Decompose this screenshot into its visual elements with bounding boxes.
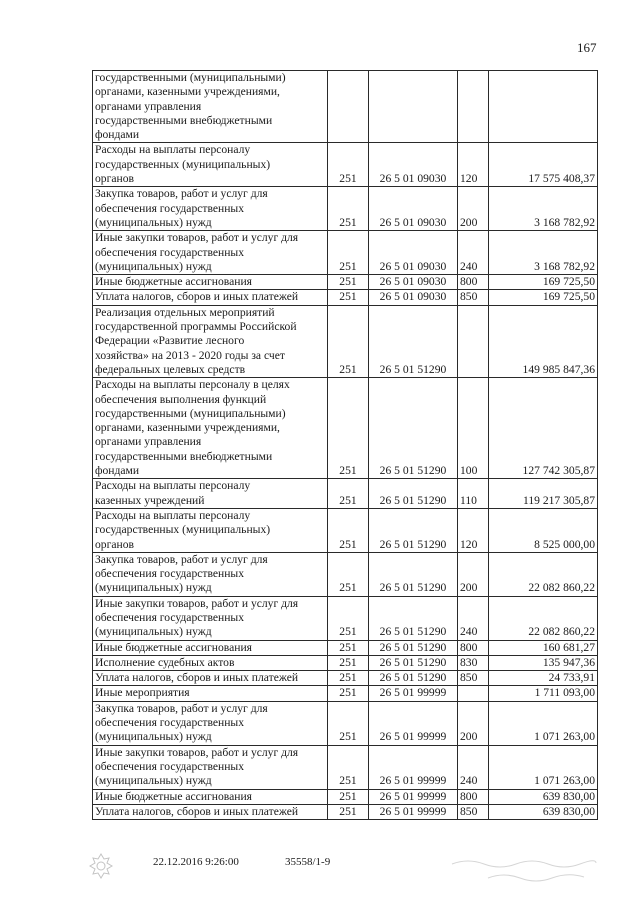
row-name: Расходы на выплаты персоналу государственных (муниципальных) органов	[93, 143, 328, 187]
row-name: Закупка товаров, работ и услуг для обеспечения государственных (муниципальных) нужд	[93, 701, 328, 745]
row-name: Исполнение судебных актов	[93, 655, 328, 670]
row-code: 251	[328, 655, 369, 670]
row-target: 26 5 01 51290	[369, 671, 458, 686]
row-amount: 149 985 847,36	[489, 305, 598, 377]
table-row	[93, 290, 598, 305]
row-amount: 22 082 860,22	[489, 552, 598, 596]
row-name: Расходы на выплаты персоналу в целях обеспечения выполнения функций государственными (муниципальными) органами, казенными учреждениями, органами управления государственными внебюджетными фондами	[93, 378, 328, 479]
table-row	[93, 378, 598, 479]
row-type: 240	[458, 596, 489, 640]
row-name: Иные бюджетные ассигнования	[93, 789, 328, 804]
footer-date: 22.12.2016 9:26:00	[153, 856, 239, 868]
row-amount: 1 071 263,00	[489, 745, 598, 789]
row-amount: 169 725,50	[489, 290, 598, 305]
row-name: Иные закупки товаров, работ и услуг для обеспечения государственных (муниципальных) нужд	[93, 231, 328, 275]
row-type	[458, 71, 489, 143]
row-type	[458, 305, 489, 377]
row-code: 251	[328, 671, 369, 686]
row-target	[369, 71, 458, 143]
row-type: 850	[458, 671, 489, 686]
table-row	[93, 305, 598, 377]
row-code: 251	[328, 187, 369, 231]
row-name: Иные мероприятия	[93, 686, 328, 701]
row-name: Реализация отдельных мероприятий государственной программы Российской Федерации «Развитие лесного хозяйства» на 2013 - 2020 годы за счет федеральных целевых средств	[93, 305, 328, 377]
row-amount: 3 168 782,92	[489, 187, 598, 231]
table-row	[93, 686, 598, 701]
row-type: 200	[458, 552, 489, 596]
table-row	[93, 640, 598, 655]
row-type: 800	[458, 275, 489, 290]
row-code: 251	[328, 508, 369, 552]
budget-table	[92, 70, 598, 820]
row-name: Расходы на выплаты персоналу государственных (муниципальных) органов	[93, 508, 328, 552]
table-row	[93, 596, 598, 640]
row-target: 26 5 01 51290	[369, 479, 458, 509]
row-type: 850	[458, 804, 489, 819]
row-amount	[489, 71, 598, 143]
table-row	[93, 187, 598, 231]
row-name: Закупка товаров, работ и услуг для обеспечения государственных (муниципальных) нужд	[93, 552, 328, 596]
row-type: 850	[458, 290, 489, 305]
row-target: 26 5 01 99999	[369, 686, 458, 701]
row-amount: 160 681,27	[489, 640, 598, 655]
row-type: 830	[458, 655, 489, 670]
row-name: государственными (муниципальными) органами, казенными учреждениями, органами управления государственными внебюджетными фондами	[93, 71, 328, 143]
row-amount: 17 575 408,37	[489, 143, 598, 187]
table-row	[93, 789, 598, 804]
row-name: Иные бюджетные ассигнования	[93, 640, 328, 655]
table-row	[93, 745, 598, 789]
page-footer	[0, 856, 640, 896]
row-amount: 135 947,36	[489, 655, 598, 670]
row-target: 26 5 01 99999	[369, 804, 458, 819]
row-name: Уплата налогов, сборов и иных платежей	[93, 671, 328, 686]
row-type: 800	[458, 640, 489, 655]
row-amount: 169 725,50	[489, 275, 598, 290]
row-name: Расходы на выплаты персоналу казенных учреждений	[93, 479, 328, 509]
row-name: Уплата налогов, сборов и иных платежей	[93, 290, 328, 305]
row-name: Иные бюджетные ассигнования	[93, 275, 328, 290]
row-code: 251	[328, 378, 369, 479]
emblem-stamp-icon	[88, 852, 114, 880]
row-code: 251	[328, 596, 369, 640]
row-target: 26 5 01 51290	[369, 378, 458, 479]
row-name: Иные закупки товаров, работ и услуг для обеспечения государственных (муниципальных) нужд	[93, 745, 328, 789]
row-amount: 8 525 000,00	[489, 508, 598, 552]
table-row	[93, 671, 598, 686]
row-target: 26 5 01 51290	[369, 508, 458, 552]
row-type: 120	[458, 508, 489, 552]
row-type: 800	[458, 789, 489, 804]
row-type	[458, 686, 489, 701]
row-target: 26 5 01 51290	[369, 655, 458, 670]
row-amount: 22 082 860,22	[489, 596, 598, 640]
row-code	[328, 71, 369, 143]
table-row	[93, 508, 598, 552]
row-target: 26 5 01 09030	[369, 187, 458, 231]
table-row	[93, 804, 598, 819]
table-row	[93, 552, 598, 596]
row-target: 26 5 01 51290	[369, 640, 458, 655]
table-row	[93, 655, 598, 670]
row-type: 240	[458, 231, 489, 275]
row-name: Закупка товаров, работ и услуг для обеспечения государственных (муниципальных) нужд	[93, 187, 328, 231]
row-type: 240	[458, 745, 489, 789]
table-row	[93, 71, 598, 143]
row-code: 251	[328, 701, 369, 745]
faded-stamp-icon	[448, 854, 598, 884]
row-code: 251	[328, 640, 369, 655]
row-type: 200	[458, 187, 489, 231]
row-code: 251	[328, 686, 369, 701]
row-amount: 119 217 305,87	[489, 479, 598, 509]
row-code: 251	[328, 275, 369, 290]
row-target: 26 5 01 51290	[369, 596, 458, 640]
row-target: 26 5 01 09030	[369, 290, 458, 305]
row-code: 251	[328, 305, 369, 377]
row-amount: 1 711 093,00	[489, 686, 598, 701]
row-target: 26 5 01 99999	[369, 701, 458, 745]
row-type: 100	[458, 378, 489, 479]
row-code: 251	[328, 479, 369, 509]
row-name: Уплата налогов, сборов и иных платежей	[93, 804, 328, 819]
row-amount: 127 742 305,87	[489, 378, 598, 479]
row-target: 26 5 01 09030	[369, 275, 458, 290]
row-target: 26 5 01 51290	[369, 305, 458, 377]
row-name: Иные закупки товаров, работ и услуг для обеспечения государственных (муниципальных) нужд	[93, 596, 328, 640]
row-code: 251	[328, 804, 369, 819]
row-code: 251	[328, 231, 369, 275]
table-row	[93, 701, 598, 745]
row-code: 251	[328, 143, 369, 187]
table-row	[93, 143, 598, 187]
row-type: 200	[458, 701, 489, 745]
row-target: 26 5 01 09030	[369, 143, 458, 187]
row-target: 26 5 01 09030	[369, 231, 458, 275]
table-row	[93, 479, 598, 509]
row-amount: 639 830,00	[489, 804, 598, 819]
row-target: 26 5 01 99999	[369, 745, 458, 789]
row-type: 120	[458, 143, 489, 187]
row-amount: 1 071 263,00	[489, 701, 598, 745]
row-code: 251	[328, 290, 369, 305]
page-number: 167	[577, 40, 597, 55]
row-amount: 639 830,00	[489, 789, 598, 804]
row-code: 251	[328, 789, 369, 804]
row-amount: 24 733,91	[489, 671, 598, 686]
row-type: 110	[458, 479, 489, 509]
row-target: 26 5 01 51290	[369, 552, 458, 596]
row-code: 251	[328, 745, 369, 789]
row-amount: 3 168 782,92	[489, 231, 598, 275]
row-code: 251	[328, 552, 369, 596]
row-target: 26 5 01 99999	[369, 789, 458, 804]
footer-doc-id: 35558/1-9	[285, 856, 331, 868]
table-row	[93, 231, 598, 275]
table-row	[93, 275, 598, 290]
